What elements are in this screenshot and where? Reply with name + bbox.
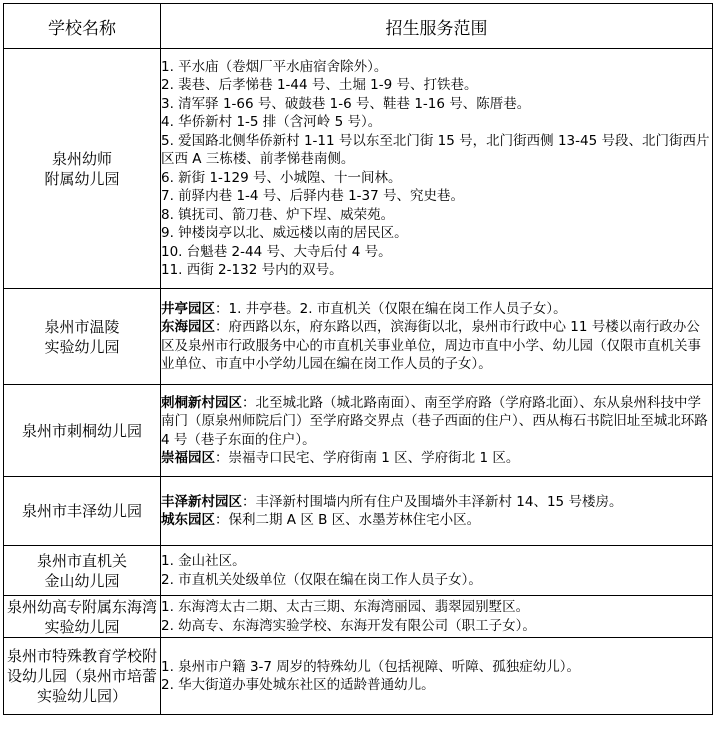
service-text: 2. 华大街道办事处城东社区的适龄普通幼儿。: [161, 677, 435, 693]
school-name: 泉州幼师: [51, 149, 112, 168]
campus-label: 井亭园区: [161, 300, 215, 317]
service-item: [161, 571, 712, 590]
enrollment-table: [3, 3, 713, 715]
service-text: 6. 新街 1-129 号、小城隍、十一间林。: [161, 169, 402, 186]
service-item: [161, 243, 712, 262]
school-name-cell: [4, 289, 161, 385]
service-text: 1. 平水庙（卷烟厂平水庙宿舍除外）。: [161, 58, 388, 75]
school-name: 泉州市刺桐幼儿园: [21, 421, 142, 440]
school-name: 泉州市特殊教育学校附设幼儿园（泉州市培蕾实验幼儿园）: [6, 647, 157, 705]
school-name-cell: [4, 385, 161, 477]
service-range-cell: [161, 385, 713, 477]
service-range-cell: [161, 289, 713, 385]
service-text: 9. 钟楼岗亭以北、威远楼以南的居民区。: [161, 225, 408, 241]
service-item: [161, 58, 712, 77]
service-text: 4. 华侨新村 1-5 排（含河岭 5 号）。: [161, 114, 382, 130]
service-item: [161, 394, 712, 450]
service-text: 8. 镇抚司、箭刀巷、炉下埕、威荣苑。: [161, 206, 395, 223]
campus-label: 丰泽新村园区: [161, 493, 242, 510]
campus-label: 崇福园区: [161, 450, 215, 466]
school-name: 实验幼儿园: [44, 337, 120, 356]
service-item: [161, 187, 712, 206]
service-text: ：保利二期 A 区 B 区、水墨芳林住宅小区。: [215, 512, 481, 528]
service-text: 2. 幼高专、东海湾实验学校、东海开发有限公司（职工子女）。: [161, 617, 536, 634]
service-range-cell: [161, 546, 713, 596]
table-row: [4, 49, 713, 289]
service-range-cell: [161, 596, 713, 638]
service-item: [161, 552, 712, 571]
table-row: [4, 289, 713, 385]
service-item: [161, 206, 712, 225]
service-item: [161, 300, 712, 319]
table-row: [4, 477, 713, 546]
school-name: 泉州市直机关: [36, 551, 127, 570]
table-row: [4, 638, 713, 715]
service-item: [161, 617, 712, 636]
school-name: 附属幼儿园: [44, 169, 120, 188]
school-name-cell: [4, 477, 161, 546]
service-item: [161, 132, 712, 169]
campus-label: 东海园区: [161, 319, 215, 335]
campus-label: 城东园区: [161, 512, 215, 528]
service-text: 11. 西街 2-132 号内的双号。: [161, 262, 343, 278]
school-name-cell: [4, 596, 161, 638]
school-name-cell: [4, 49, 161, 289]
service-text: ：丰泽新村围墙内所有住户及围墙外丰泽新村 14、15 号楼房。: [242, 493, 623, 510]
service-item: [161, 261, 712, 280]
service-item: [161, 676, 712, 695]
service-text: 7. 前驿内巷 1-4 号、后驿内巷 1-37 号、究史巷。: [161, 188, 465, 204]
service-text: 2. 裴巷、后孝悌巷 1-44 号、土堀 1-9 号、打铁巷。: [161, 77, 478, 93]
service-text: 10. 台魁巷 2-44 号、大寺后付 4 号。: [161, 243, 392, 260]
table-row: [4, 385, 713, 477]
service-text: 1. 东海湾太古二期、太古三期、东海湾丽园、翡翠园别墅区。: [161, 599, 530, 615]
campus-label: 刺桐新村园区: [161, 394, 242, 411]
school-name: 泉州市温陵: [44, 317, 120, 336]
service-text: 3. 清军驿 1-66 号、破鼓巷 1-6 号、鞋巷 1-16 号、陈厝巷。: [161, 95, 531, 112]
school-name: 泉州市丰泽幼儿园: [21, 502, 142, 520]
table-row: [4, 546, 713, 596]
service-text: 5. 爱国路北侧华侨新村 1-11 号以东至北门街 15 号，北门街西侧 13-45 号段、北门街西片区西 A 三栋楼、前孝悌巷南侧。: [161, 132, 710, 167]
school-name-cell: [4, 638, 161, 715]
service-item: [161, 449, 712, 468]
service-item: [161, 658, 712, 677]
service-item: [161, 493, 712, 512]
header-service-range: 招生服务范围: [161, 4, 713, 49]
service-text: 1. 金山社区。: [161, 553, 246, 569]
service-item: [161, 318, 712, 374]
service-range-cell: [161, 49, 713, 289]
service-range-cell: [161, 477, 713, 546]
service-text: ：1. 井亭巷。2. 市直机关（仅限在编在岗工作人员子女）。: [215, 300, 567, 317]
table-header-row: [4, 4, 713, 49]
service-item: [161, 113, 712, 132]
service-item: [161, 76, 712, 95]
service-item: [161, 95, 712, 114]
service-text: 2. 市直机关处级单位（仅限在编在岗工作人员子女）。: [161, 571, 482, 588]
service-text: ：府西路以东，府东路以西，滨海街以北，泉州市行政中心 11 号楼以南行政办公区及泉州市行政服务中心的市直机关事业单位，周边市直中小学、幼儿园（仅限市直机关事业单位、市直中小学幼儿园在编在岗工作人员的子女）。: [161, 319, 701, 372]
service-item: [161, 224, 712, 243]
service-text: ：崇福寺口民宅、学府街南 1 区、学府街北 1 区。: [215, 450, 520, 466]
service-text: 1. 泉州市户籍 3-7 周岁的特殊幼儿（包括视障、听障、孤独症幼儿）。: [161, 658, 581, 675]
service-item: [161, 511, 712, 530]
service-item: [161, 169, 712, 188]
school-name: 泉州幼高专附属东海湾实验幼儿园: [6, 597, 157, 636]
school-name-cell: [4, 546, 161, 596]
table-row: [4, 596, 713, 638]
service-item: [161, 598, 712, 617]
header-school-name: 学校名称: [4, 4, 161, 49]
service-text: ：北至城北路（城北路南面）、南至学府路（学府路北面）、东从泉州科技中学南门（原泉州师院后门）至学府路交界点（巷子西面的住户）、西从梅石书院旧址至城北环路 4 号（巷子东面的住户）。: [161, 394, 708, 448]
service-range-cell: [161, 638, 713, 715]
table-body: [4, 49, 713, 715]
school-name: 金山幼儿园: [44, 571, 120, 590]
